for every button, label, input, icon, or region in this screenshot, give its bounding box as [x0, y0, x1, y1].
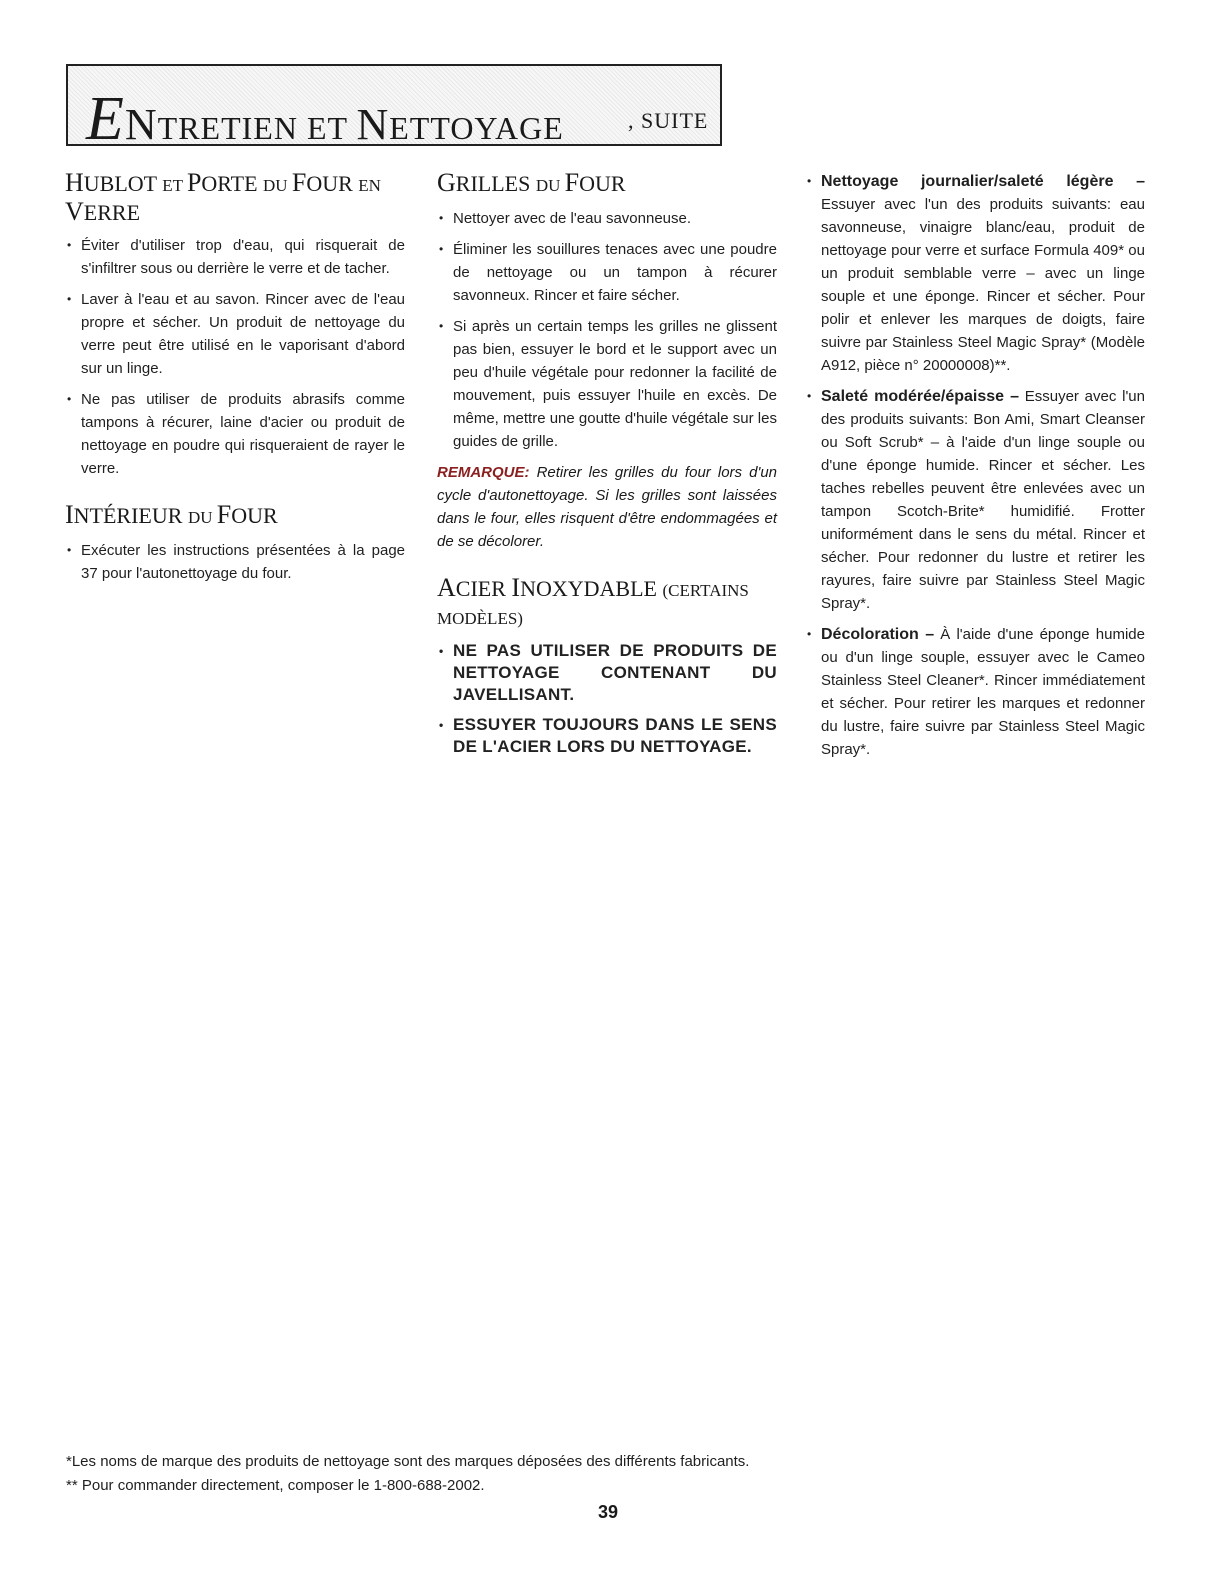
remark-label: REMARQUE: — [437, 464, 530, 481]
footnote-trademarks: *Les noms de marque des produits de nettoyage sont des marques déposées des différents fabricants. — [66, 1453, 750, 1470]
title-word3-cap: N — [356, 100, 390, 149]
page-number: 39 — [597, 1502, 619, 1522]
grilles-list — [437, 207, 777, 453]
title-word3-rest: ETTOYAGE — [389, 110, 564, 146]
list-item: • Laver à l'eau et au savon. Rincer avec de l'eau propre et sécher. Un produit de nettoyage du verre peut être utilisé en le vaporisant d'abord sur un linge. — [65, 288, 405, 380]
item-text: À l'aide d'une éponge humide ou d'un linge souple, essuyer avec le Cameo Stainless Steel Cleaner*. Rincer immédiatement et sécher. Pour retirer les marques et redonner du lustre, faire suivre par Stainless Steel Magic Spray*. — [821, 626, 1145, 758]
remark-note — [437, 461, 777, 553]
warning-item: • ESSUYER TOUJOURS DANS LE SENS DE L'ACIER LORS DU NETTOYAGE. — [437, 714, 777, 758]
section-heading-grilles: GRILLES DU FOUR — [437, 168, 626, 197]
list-item: • Éviter d'utiliser trop d'eau, qui risquerait de s'infiltrer sous ou derrière le verre et de tacher. — [65, 234, 405, 280]
list-item: • Si après un certain temps les grilles ne glissent pas bien, essuyer le bord et le support avec un peu d'huile végétale pour redonner la facilité de mouvement, puis essuyer l'huile en excès. De même, mettre une goutte d'huile végétale sur les guides de grille. — [437, 315, 777, 453]
column-3 — [805, 170, 1145, 769]
title-word1-rest: TRETIEN — [157, 110, 307, 146]
item-lead: Décoloration – — [821, 626, 935, 643]
column-1 — [65, 170, 405, 593]
column-2 — [437, 170, 777, 766]
list-item — [805, 623, 1145, 761]
interieur-list — [65, 539, 405, 585]
section-heading-hublot: HUBLOT ET PORTE DU FOUR EN VERRE — [65, 168, 381, 226]
title-drop-cap: E — [86, 85, 125, 153]
section-heading-interieur: INTÉRIEUR DU FOUR — [65, 500, 278, 529]
warning-item: • NE PAS UTILISER DE PRODUITS DE NETTOYAGE CONTENANT DU JAVELLISANT. — [437, 640, 777, 706]
section-heading-acier: ACIER INOXYDABLE (CERTAINS MODÈLES) — [437, 573, 749, 628]
title-word2: ET — [306, 110, 357, 146]
remark-text: Retirer les grilles du four lors d'un cycle d'autonettoyage. Si les grilles sont laissées dans le four, elles risquent d'être endommagées et de se décolorer. — [437, 464, 777, 550]
title-suite: , SUITE — [628, 108, 709, 133]
title-word1-cap: N — [124, 100, 158, 149]
acier-warning-list — [437, 640, 777, 758]
list-item — [805, 385, 1145, 615]
acier-cleaning-list — [805, 170, 1145, 761]
list-item — [805, 170, 1145, 377]
footnote-order: ** Pour commander directement, composer le 1-800-688-2002. — [66, 1477, 485, 1494]
list-item: • Exécuter les instructions présentées à la page 37 pour l'autonettoyage du four. — [65, 539, 405, 585]
list-item: • Éliminer les souillures tenaces avec une poudre de nettoyage ou un tampon à récurer savonneux. Rincer et faire sécher. — [437, 238, 777, 307]
page-title — [86, 85, 564, 153]
list-item: • Ne pas utiliser de produits abrasifs comme tampons à récurer, laine d'acier ou produit de nettoyage en poudre qui risqueraient de rayer le verre. — [65, 388, 405, 480]
item-lead: Saleté modérée/épaisse – — [821, 388, 1019, 405]
item-text: Essuyer avec l'un des produits suivants: eau savonneuse, vinaigre blanc/eau, produit de nettoyage pour verre et surface Formula 409* ou un produit semblable verre – avec un linge souple et une éponge. Rincer et sécher. Pour polir et enlever les marques de doigts, faire suivre par Stainless Steel Magic Spray* (Modèle A912, pièce n° 20000008)**. — [821, 196, 1145, 374]
item-lead: Nettoyage journalier/saleté légère – — [821, 173, 1145, 190]
list-item: • Nettoyer avec de l'eau savonneuse. — [437, 207, 777, 230]
hublot-list — [65, 234, 405, 480]
item-text: Essuyer avec l'un des produits suivants: Bon Ami, Smart Cleanser ou Soft Scrub* – à l'aide d'un linge souple ou d'une éponge humide. Rincer et sécher. Les taches rebelles peuvent être enlevées avec un tampon Scotch-Brite* humidifié. Frotter uniformément dans le sens du métal. Rincer et sécher. Pour redonner du lustre et retirer les rayures, faire suivre par Stainless Steel Magic Spray*. — [821, 388, 1145, 612]
